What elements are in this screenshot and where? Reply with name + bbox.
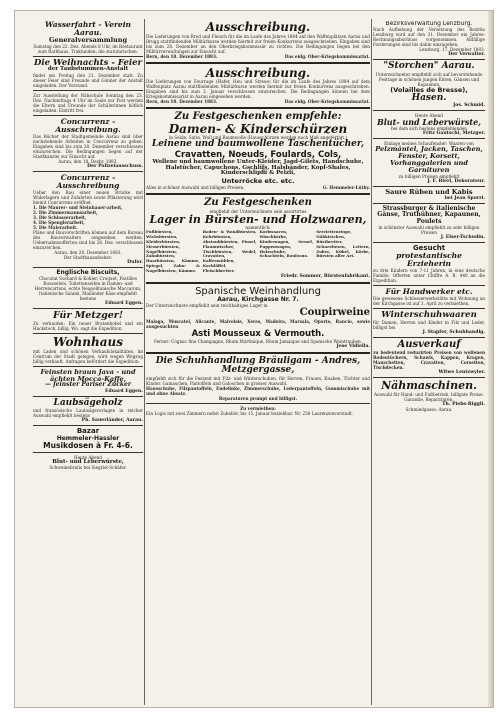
ad-title: Für Metzger!	[52, 310, 123, 322]
ad-blutwurst	[33, 455, 143, 471]
ad-signature: Eduard Eggen.	[104, 301, 143, 307]
ad-text-2: zu billigen Preisen empfiehlt	[398, 174, 460, 180]
ad-note: in Seide, Satin, Woll und Baumwolle (Hausschürzen werden nach Maß angefertigt.)	[168, 135, 348, 141]
ad-title: Gesucht	[412, 243, 446, 252]
ad-title: Heute Abend	[74, 454, 102, 460]
ad-date: Aarau, den 20. Dezember 1883.	[54, 249, 122, 255]
ad-title: Englische Biscuits,	[56, 268, 120, 276]
left-column	[33, 21, 143, 470]
ad-dekorateur	[373, 141, 485, 184]
ad-title: Zu vermiethen:	[240, 405, 276, 411]
ad-address: Aarau, Kirchgasse Nr. 7.	[217, 296, 299, 304]
ad-metzger	[33, 311, 143, 331]
ad-text: Ueber den Bau einer neuen Brücke mit Widerlagern und Zufahrten sowie Pflästerung wird hiemit Concurrenz eröffnet.	[33, 189, 143, 205]
ad-text: Wollene und baumwollene Unter-Kleider, Jagd-Gilets, Handschuhe, Halstücher, Capuchons, Gschlifs, Halsbänder, Kopf-Shales, Kinderschlipfli & Pelzli,	[152, 158, 364, 177]
ad-title: Die Weihnachts - Feier	[34, 57, 142, 68]
ad-biscuits	[33, 270, 143, 306]
ad-text: Schweinebratis bei Siegrist-Schäfer.	[49, 465, 127, 471]
ad-signature: bei Jean Sporri.	[444, 195, 485, 201]
ad-signature: J. Stapfer, Schuhhandlg.	[422, 329, 485, 335]
ad-text: Die Lieferungen von Brod und Fleisch für die im Laufe des Jahres 1884 auf den Waffenplätzen Aarau und Brugg stattfindenden Militärkurse werden hiermit zur freien Konkurrenz ausgeschrieben. Eingaben sind bis zum 28. Dezember an den Oberkriegskommissär zu richten. Die Bedingungen liegen bei den Militärverwaltungen zur Einsicht auf.	[146, 33, 370, 54]
ad-main: Damen- & Kinderschürzen	[168, 121, 348, 136]
ad-naehschule: Zur Ausstellung der Nähschule Sonntag den 23. Dez. Nachmittags 4 Uhr im Saale zur Post werden die Eltern und Freunde der Schülerinnen höflich eingeladen. Eintritt frei.	[33, 93, 143, 114]
ad-title: Für Handwerker etc.	[385, 286, 473, 296]
ad-signature: J. F. Bieri, Dekorateur.	[427, 179, 485, 185]
ad-subtitle: Blut- und Leberwürste,	[376, 116, 482, 127]
ad-text: zu bedeutend reduzirten Preisen von wollenen Bodentüchern, Schawls, Kappen, Kragen, Manschetten, Cravatten, Corsetten, Tischdecken.	[373, 350, 485, 371]
ad-title: Ausverkauf	[397, 338, 461, 350]
ad-subtitle: Blut- und Leberwürste,	[52, 458, 124, 465]
ad-rueben	[373, 189, 485, 201]
ad-text: mit Laden und schönen Verkaufslokalitäten, im Centrum der Stadt gelegen, wird wegen Wegzug billig verkauft. Anfragen befördert die Expedition.	[33, 348, 143, 364]
ad-subtitle: Hasen.	[411, 92, 447, 103]
page-edge	[488, 11, 493, 707]
ad-bazar	[33, 428, 143, 450]
ad-ausschreibung-brod	[146, 21, 370, 59]
ad-ausschreibung-fourrage	[146, 67, 370, 105]
ad-signature: Der Verwalter.	[448, 52, 485, 58]
ad-concurrenz-1	[33, 118, 143, 169]
ad-laubsaege	[33, 399, 143, 423]
ad-gaense	[373, 206, 485, 240]
newspaper-page	[14, 10, 494, 708]
column-rule	[144, 19, 145, 705]
ad-title: Wasserfahrt - Verein Aarau.	[44, 21, 131, 37]
ad-list: Cravatten, Noeuds, Foulards, Cols,	[174, 149, 342, 160]
ad-signature-role: Der Stadtbauaufseher:	[63, 254, 113, 260]
ad-title: Concurrenz - Ausschreibung	[56, 173, 120, 190]
ad-title: Heute Abend	[415, 112, 443, 118]
column-rule	[371, 19, 372, 705]
ad-title: "Storchen" Aarau.	[383, 61, 475, 72]
ad-bezirksverwaltung	[373, 21, 485, 57]
ad-wasserfahrt	[33, 21, 143, 54]
ad-weinhandlung	[146, 287, 370, 349]
ad-place: Schmiedgasse, Aarau.	[405, 406, 453, 412]
ad-signature: Witwe Lentzwyler.	[438, 370, 485, 376]
ad-wohnhaus	[33, 336, 143, 364]
ad-text: empfiehlt sich für die Festzeit mit Filz- und Winterschuhen, für Herren, Frauen, Knaben, Töchter und Kinder. Gamaschen, Pantoffeln und Galoschen in grosser Auswahl.	[146, 375, 370, 386]
ad-date: Bern, den 18. Dezember 1883.	[146, 53, 218, 59]
ad-subtitle: empfiehlt der Unterzeichnete sein assortirtes	[209, 208, 307, 214]
ad-subtitle: Metzgergasse,	[221, 365, 295, 376]
right-column	[373, 21, 485, 412]
product-list: Serviettenringe, Nähkistchen, Rüstbretter, Schneebesen, Leitern, Zuber, Kübel, Körbe, Bürsten aller Art.	[316, 229, 370, 259]
ad-ausverkauf	[373, 340, 485, 376]
ad-signature: Friedr. Sommer, Bürstenfabrikant.	[280, 273, 370, 279]
product-list: Fußbürsten, Wichsbürsten, Kleiderbürsten, Messerbürsten, Nagelbürsten, Zahnbürsten, Haarbürsten, Kämme, Spiegel, Zahn- & Nagelbürsten, Kämme.	[146, 229, 200, 273]
ad-text: Ein Logis mit zwei Zimmern nebst Zubehör, bis 15. Januar beziehbar. Nr. 250 Laurenzenvorstadt.	[146, 410, 354, 416]
work-item: 4. Die Spenglerarbeit,	[33, 219, 85, 225]
ad-winterschuhe	[373, 311, 485, 335]
ad-naehmaschinen	[373, 380, 485, 412]
ad-subtitle: Generalversammlung	[48, 35, 128, 44]
ad-text-2: Hausschuhe, Filzpantoffeln, Endefinke, Zimmerschuhe, Lederpantoffeln, Gummischuhe mit und ohne Absatz.	[146, 385, 370, 396]
ad-gesucht	[373, 245, 485, 283]
ad-text: bei dem sich bestens empfehlenden	[390, 126, 468, 132]
ad-text: Die gewesene Schlosserwerkstätte mit Wohnung an der Kirchgasse ist auf 1. April zu vermiethen.	[373, 295, 485, 306]
ad-signature: Fritz Gautschi, Metzger.	[422, 131, 485, 137]
ad-title: Winterschuhwaaren	[381, 309, 477, 320]
ad-main: Coupirweine	[299, 307, 370, 319]
ad-main: Pelzmäntel, Jacken, Taschen, Fenster, Korsett, Vorhanggalerien und Garnituren	[375, 145, 483, 175]
center-column	[146, 21, 370, 416]
ad-text: Unterzeichneter empfiehlt sich auf bevorstehende Festtage in schönen jungen Enten, Gänsen und Kapaunen,	[375, 71, 483, 87]
ad-title: Spanische Weinhandlung	[195, 285, 321, 297]
ad-main: Lager in Bürsten- und Holzwaaren,	[149, 212, 367, 226]
ad-title: Strassburger & italienische Gänse, Truthühner, Kapaunen, Poulets	[377, 204, 481, 225]
work-item: 3. Die Schlosserarbeit,	[33, 214, 87, 220]
ad-text: Samstag den 22. Dez. Abends 8 Uhr, im Restaurant zum Rathhaus. Traktanden: die statutarischen.	[33, 43, 143, 54]
ad-text: Auswahl für Hand- und Fußbetrieb, billigste Preise. Garantie, Reparaturen.	[374, 391, 484, 402]
ad-schuhhandlung	[146, 357, 370, 401]
ad-signature: Jos. Schmid.	[453, 102, 485, 108]
ad-signature: Eduard Eggen.	[104, 388, 143, 394]
ad-signature: Der Polizeiausschuss.	[87, 164, 143, 169]
ad-title: Ausschreibung.	[205, 65, 311, 80]
ad-subtitle: der Taubstummen-Anstalt	[47, 66, 129, 73]
ad-title: Wohnhaus	[53, 335, 123, 350]
ad-kaffee	[33, 369, 143, 394]
ad-concurrenz-2	[33, 174, 143, 265]
ad-text: in schönster Auswahl empfiehlt zu sehr billigen Preisen	[378, 224, 480, 235]
ad-title: Concurrenz - Ausschreibung.	[55, 117, 121, 135]
ad-text: Einlage meines Schaufenster: Waaren von	[384, 141, 474, 147]
ad-title: Feinsten braun Java - und ächten Mocca-Kaffe,	[40, 367, 136, 383]
ad-text: Zu verkaufen: Ein neuer Bratenhobel und ein Hackstock, billig. Wo, sagt die Expedition.	[33, 321, 143, 332]
ad-title: Nähmaschinen.	[381, 379, 477, 393]
ad-text: findet am Freitag den 21. Dezember statt. Zu dieser Feier sind Freunde und Gönner der Anstalt eingeladen. Der Vorstand.	[33, 73, 143, 89]
ad-wine: Asti Mousseux & Vermouth.	[191, 328, 325, 339]
ad-name: Hemmeler-Hassler	[56, 434, 120, 442]
ad-storchen	[373, 62, 485, 108]
ad-text: Die Lieferungen von Fourrage (Hafer, Heu und Streue) für die im Laufe des Jahres 1884 auf dem Waffenplatz Aarau stattfindenden Militärkurse werden hiermit zur freien Konkurrenz ausgeschrieben. Eingaben sind bis zum 2. Januar verschlossen einzureichen. Die Bedingungen können bei dem Kriegskommissariat in Aarau eingesehen werden.	[146, 79, 370, 100]
ad-subtitle: protestantische Erzieherin	[396, 251, 462, 269]
ad-weihnachtsfeier	[33, 59, 143, 89]
ad-blutwurst-2	[373, 113, 485, 136]
ad-foot: Reparaturen prompt und billigst.	[218, 395, 298, 401]
ad-signature: J. Elser-Tschudin.	[440, 234, 485, 240]
ad-festgeschenke-schuerzen	[146, 112, 370, 190]
ad-text: Nach Aufhebung der Versetzung des Bezirks Lenzburg wird auf den 31. Dezember ein Jahres-Rechnungsabschluss vorgenommen. Allfällige Forderungen sind bis dahin einzugeben.	[373, 27, 485, 48]
product-list: Korbwaaren, Wäschkörbe, Kinderwagen, Sessel, Puppenwagen, Holzschuhe, Schachteln, Rouleaux.	[259, 229, 314, 259]
ad-subtitle: Musikdosen à Fr. 4-6.	[43, 440, 133, 450]
ad-intro: Der Unterzeichnete empfiehlt sein reichhaltiges Lager in	[146, 303, 268, 309]
ad-title: Bezirksverwaltung Lenzburg.	[385, 21, 473, 27]
ad-etc: Unterröcke etc. etc.	[221, 177, 295, 186]
ad-extra: Ferner: Cognac fine Champagne, Rhum Martinique, Rhum Jamaique und Spanische Weintrauben.	[154, 338, 362, 344]
ad-title: Ausschreibung.	[205, 21, 311, 34]
ad-text: zu drei Kindern von 7-11 Jahren, in eine deutsche Familie. Offerten unter Chiffre A. B. 440 an die Expedition.	[373, 267, 485, 283]
ad-namely: namentlich:	[245, 225, 271, 231]
ad-date: Bern, den 18. Dezember 1883.	[146, 99, 218, 105]
ad-signature: Das eidg. Ober-Kriegskommissariat.	[284, 53, 370, 59]
ad-title: Laubsägeholz	[53, 397, 123, 408]
ad-date: Lenzburg, 17. Dezember 1883.	[419, 47, 485, 53]
ad-text: Das Bücher der Stadtgemeinde Aarau sind über nachstehende Arbeiten in Concurrenz zu geben. Eingaben sind bis zum 28. Dezember verschlossen einzureichen. Die Bedingungen liegen auf der Stadtkanzlei zur Einsicht auf.	[33, 134, 143, 159]
ad-subtitle: Leinene und baumwollene Taschentücher,	[151, 139, 365, 150]
ad-signature: Dufer.	[127, 259, 143, 265]
ad-title: Die Schuhhandlung Bräuligam - Andres,	[155, 355, 361, 366]
work-item: 1. Die Maurer- und Steinhauer-arbeit,	[33, 204, 123, 210]
work-item: 2. Die Zimmermannsarbeit,	[33, 209, 98, 215]
ad-buersten	[146, 198, 370, 278]
ad-text: für Damen, Herren und Kinder in Filz und Leder, billigst bei	[373, 319, 485, 330]
ad-title: Saure Rüben und Kabis	[385, 188, 473, 197]
ad-text: Malaga, Muscatel, Alicante, Malvoisie, Xeres, Madeira, Marsala, Oporto, Rancio, sowie ausgesuchten	[146, 318, 370, 329]
ad-signature: Ph. Sauerländer, Aarau.	[81, 418, 143, 424]
ad-title: Bazar	[76, 427, 100, 436]
ad-text-2: Pläne und Bauvorschriften können auf dem Bureau des Bauverwalters eingesehen werden. Uebernahmsofferten sind bis 28. Dez. verschlossen einzureichen.	[33, 229, 143, 250]
ad-text: und französische Laubsägevorlagen in reicher Auswahl empfiehlt bestens	[33, 408, 143, 419]
ad-signature: Das eidg. Ober-Kriegskommissariat.	[284, 99, 370, 105]
ad-subtitle: — feinster Pariser Zucker	[44, 381, 131, 389]
product-list: Boden- & Wandbürsten, Kehrbürsten, Abstaubbürsten, Pinsel, Flaumwischer, Tischbürsten, Wedel, Cravatten, Kaffeemühlen, Kochlöffel, Fleischbretter.	[202, 229, 257, 273]
work-item: 5. Die Malerarbeit.	[33, 224, 78, 230]
ad-handwerker	[373, 288, 485, 306]
ad-date: Aarau, den 18. Dezbr. 1883.	[58, 159, 118, 164]
ad-main: (Volailles de Bresse),	[390, 85, 468, 94]
ad-signature: Th. Piebs-Riggli.	[442, 401, 485, 407]
ad-signature: Jose Vidiella.	[336, 343, 370, 349]
ad-text: Chocolat Suchard & Kohler, Croquet, Pastilles Rousselots, Toilettenseifen in Damen- und Herrencartons, echte Neapolitanische Maccaroni, Italienische Salami, Mailänder Käse empfiehlt bestens	[34, 276, 142, 302]
ad-foot: Alles in schöner Auswahl und billigen Preisen.	[146, 185, 245, 191]
ad-signature: G. Hemmeler-Lüthy.	[322, 185, 370, 191]
ad-vermiethen	[146, 406, 370, 416]
ad-title: Zu Festgeschenken	[204, 197, 312, 209]
ad-title: Zu Festgeschenken empfehle:	[174, 111, 342, 123]
